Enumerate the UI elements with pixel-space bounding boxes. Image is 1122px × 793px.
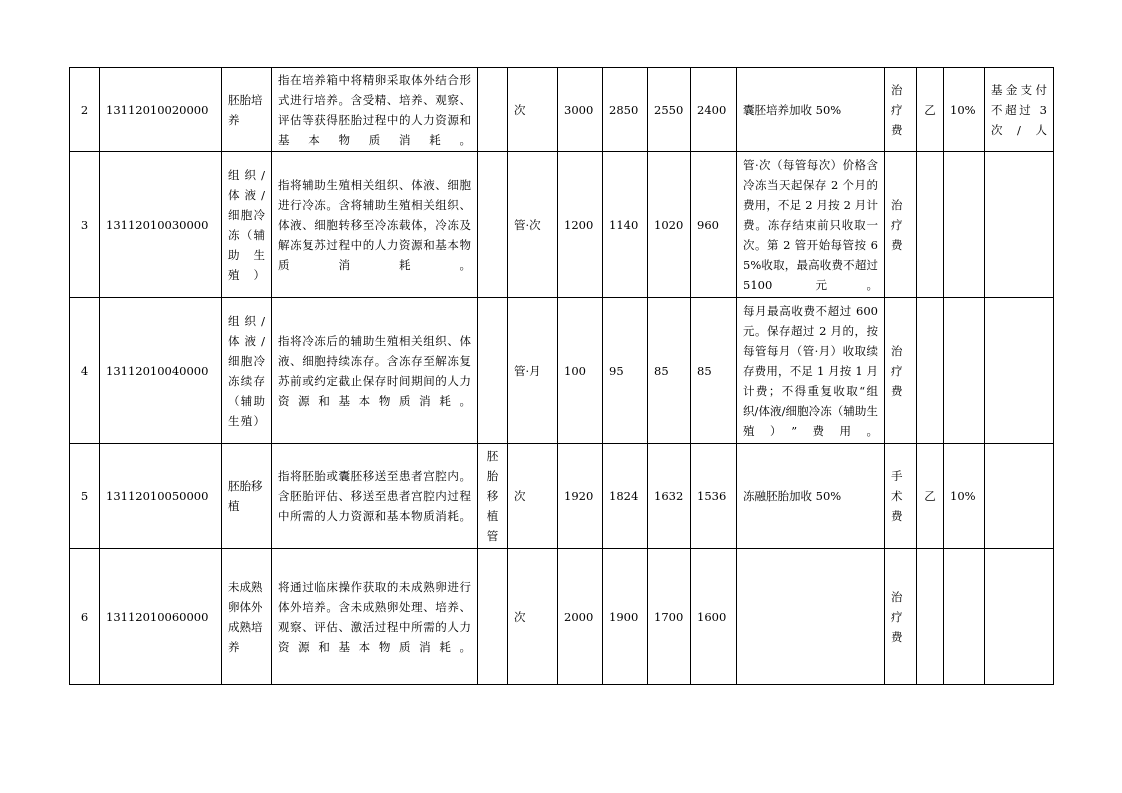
self-pay-ratio: 10% xyxy=(944,68,985,152)
price-level-3: 1020 xyxy=(648,152,691,298)
insurance-grade: 乙 xyxy=(917,444,944,549)
fee-category: 治疗费 xyxy=(885,549,917,685)
excluded-content xyxy=(478,68,508,152)
remark: 基金支付不超过 3 次/人 xyxy=(985,68,1054,152)
price-level-3: 1700 xyxy=(648,549,691,685)
row-number: 4 xyxy=(70,298,100,444)
excluded-content: 胚胎移植管 xyxy=(478,444,508,549)
item-description: 指将辅助生殖相关组织、体液、细胞进行冷冻。含将辅助生殖相关组织、体液、细胞转移至冷冻载体，冷冻及解冻复苏过程中的人力资源和基本物质消耗。 xyxy=(272,152,478,298)
self-pay-ratio xyxy=(944,298,985,444)
item-name: 胚胎培养 xyxy=(222,68,272,152)
remark xyxy=(985,444,1054,549)
pricing-note: 囊胚培养加收 50% xyxy=(737,68,885,152)
price-level-2: 1900 xyxy=(603,549,648,685)
price-level-4: 85 xyxy=(691,298,737,444)
fee-category: 治疗费 xyxy=(885,68,917,152)
excluded-content xyxy=(478,152,508,298)
self-pay-ratio xyxy=(944,152,985,298)
item-description: 指将冷冻后的辅助生殖相关组织、体液、细胞持续冻存。含冻存至解冻复苏前或约定截止保存时间期间的人力资源和基本物质消耗。 xyxy=(272,298,478,444)
price-level-4: 960 xyxy=(691,152,737,298)
item-name: 胚胎移植 xyxy=(222,444,272,549)
price-level-2: 1824 xyxy=(603,444,648,549)
pricing-note: 管·次（每管每次）价格含冷冻当天起保存 2 个月的费用，不足 2 月按 2 月计费。冻存结束前只收取一次。第 2 管开始每管按 65%收取，最高收费不超过 5100 元。 xyxy=(737,152,885,298)
pricing-unit: 管·月 xyxy=(508,298,558,444)
excluded-content xyxy=(478,549,508,685)
item-name: 组织/体液/细胞冷冻续存（辅助生殖） xyxy=(222,298,272,444)
item-description: 指将胚胎或囊胚移送至患者宫腔内。含胚胎评估、移送至患者宫腔内过程中所需的人力资源和基本物质消耗。 xyxy=(272,444,478,549)
remark xyxy=(985,152,1054,298)
insurance-grade: 乙 xyxy=(917,68,944,152)
remark xyxy=(985,298,1054,444)
fee-category: 手术费 xyxy=(885,444,917,549)
price-level-1: 1200 xyxy=(558,152,603,298)
item-name: 未成熟卵体外成熟培养 xyxy=(222,549,272,685)
price-level-3: 1632 xyxy=(648,444,691,549)
fee-category: 治疗费 xyxy=(885,152,917,298)
pricing-note: 冻融胚胎加收 50% xyxy=(737,444,885,549)
item-code: 13112010060000 xyxy=(100,549,222,685)
price-level-2: 95 xyxy=(603,298,648,444)
fee-table xyxy=(69,67,1054,685)
item-name: 组织/体液/细胞冷冻（辅助生殖） xyxy=(222,152,272,298)
row-number: 2 xyxy=(70,68,100,152)
insurance-grade xyxy=(917,152,944,298)
price-level-1: 1920 xyxy=(558,444,603,549)
table-row xyxy=(70,68,1054,152)
price-level-2: 1140 xyxy=(603,152,648,298)
self-pay-ratio: 10% xyxy=(944,444,985,549)
table-row xyxy=(70,444,1054,549)
table-row xyxy=(70,549,1054,685)
pricing-unit: 次 xyxy=(508,549,558,685)
item-description: 将通过临床操作获取的未成熟卵进行体外培养。含未成熟卵处理、培养、观察、评估、激活过程中所需的人力资源和基本物质消耗。 xyxy=(272,549,478,685)
self-pay-ratio xyxy=(944,549,985,685)
insurance-grade xyxy=(917,549,944,685)
pricing-unit: 管·次 xyxy=(508,152,558,298)
price-level-1: 100 xyxy=(558,298,603,444)
price-level-4: 1600 xyxy=(691,549,737,685)
price-level-1: 3000 xyxy=(558,68,603,152)
row-number: 6 xyxy=(70,549,100,685)
row-number: 5 xyxy=(70,444,100,549)
item-code: 13112010050000 xyxy=(100,444,222,549)
row-number: 3 xyxy=(70,152,100,298)
pricing-note xyxy=(737,549,885,685)
item-description: 指在培养箱中将精卵采取体外结合形式进行培养。含受精、培养、观察、评估等获得胚胎过程中的人力资源和基本物质消耗。 xyxy=(272,68,478,152)
price-level-1: 2000 xyxy=(558,549,603,685)
fee-category: 治疗费 xyxy=(885,298,917,444)
price-level-4: 2400 xyxy=(691,68,737,152)
pricing-note: 每月最高收费不超过 600 元。保存超过 2 月的，按每管每月（管·月）收取续存费用，不足 1 月按 1 月计费；不得重复收取“组织/体液/细胞冷冻（辅助生殖）”费用。 xyxy=(737,298,885,444)
insurance-grade xyxy=(917,298,944,444)
pricing-unit: 次 xyxy=(508,444,558,549)
item-code: 13112010030000 xyxy=(100,152,222,298)
table-row xyxy=(70,152,1054,298)
price-level-2: 2850 xyxy=(603,68,648,152)
price-level-3: 85 xyxy=(648,298,691,444)
pricing-unit: 次 xyxy=(508,68,558,152)
item-code: 13112010040000 xyxy=(100,298,222,444)
item-code: 13112010020000 xyxy=(100,68,222,152)
excluded-content xyxy=(478,298,508,444)
price-level-4: 1536 xyxy=(691,444,737,549)
table-row xyxy=(70,298,1054,444)
price-level-3: 2550 xyxy=(648,68,691,152)
remark xyxy=(985,549,1054,685)
